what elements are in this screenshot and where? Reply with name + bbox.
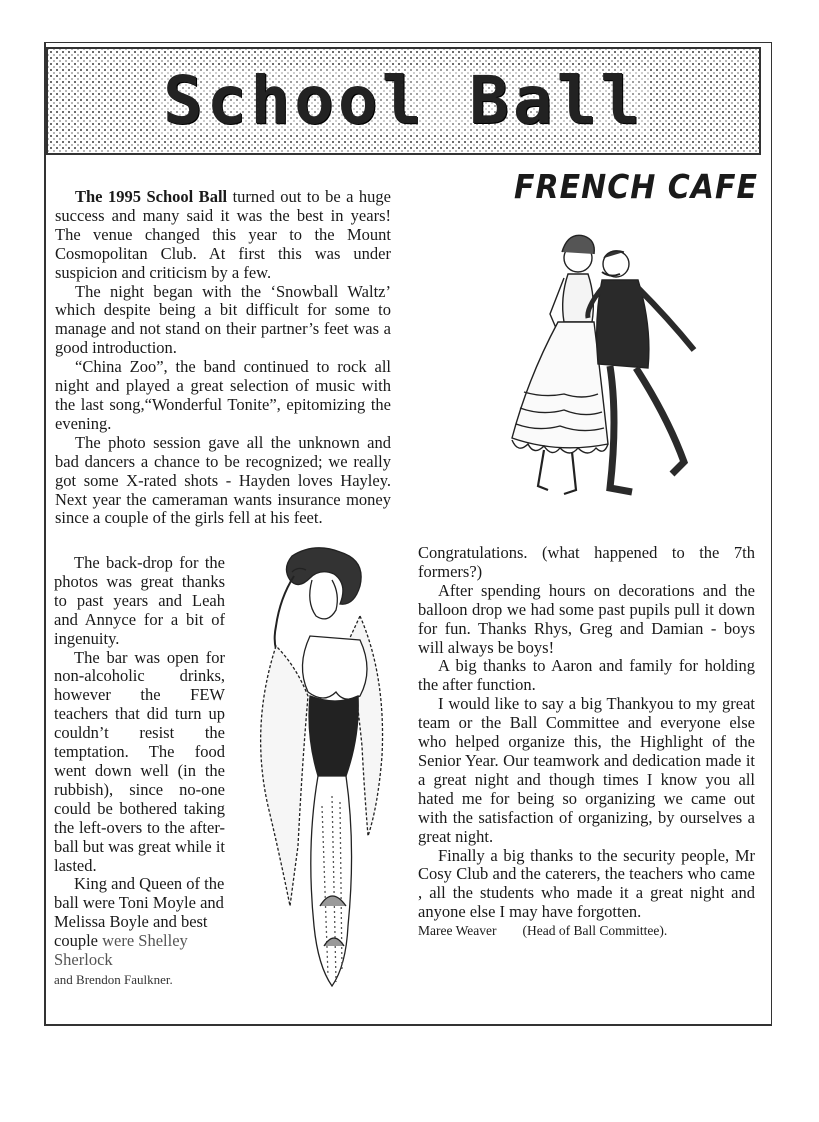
signature-line xyxy=(418,922,755,941)
article-paragraph: Finally a big thanks to the security people, Mr Cosy Club and the caterers, the teachers who came , all the students who made it a great night and anyone else I may have forgotten. xyxy=(418,845,755,922)
dancing-couple-illustration xyxy=(498,218,716,520)
article-right-column xyxy=(418,544,755,941)
article-paragraph: I would like to say a big Thankyou to my great team or the Ball Committee and everyone else who helped organize this, the Highlight of the Senior Year. Our teamwork and dedication made it a great night and though times I know you all hated me for being so organizing we came out with the satisfaction of organizing, by ourselves a great night. xyxy=(418,694,755,846)
article-paragraph: The back-drop for the photos was great thanks to past years and Leah and Annyce for a bit of ingenuity. xyxy=(54,553,225,648)
signature-role: (Head of Ball Committee). xyxy=(522,923,668,939)
article-paragraph: “China Zoo”, the band continued to rock all night and played a great selection of music with the last song,“Wonderful Tonite”, epitomizing the evening. xyxy=(55,357,391,433)
intro-bold: The 1995 School Ball xyxy=(75,187,228,206)
article-middle-column xyxy=(54,554,225,990)
signature-name: Maree Weaver xyxy=(418,923,497,939)
article-paragraph: Congratulations. (what happened to the 7th formers?) xyxy=(418,543,755,581)
paragraph-text-faded: were Shelley Sherlock xyxy=(54,931,188,970)
article-paragraph: The bar was open for non-alcoholic drinks, however the FEW teachers that did turn up couldn’t resist the temptation. The food went down well (in the rubbish), since no-one could be bothered taking the left-overs to the after-ball but was great while it lasted. xyxy=(54,647,225,875)
lady-in-gown-illustration xyxy=(236,546,406,998)
article-paragraph: The night began with the ‘Snowball Waltz’ which despite being a bit difficult for some to manage and not stand on their partner’s feet was a good introduction. xyxy=(55,281,391,358)
article-paragraph: A big thanks to Aaron and family for holding the after function. xyxy=(418,656,755,695)
banner-title: School Ball xyxy=(157,68,650,134)
paragraph-text: King and Queen of the ball were Toni Moyle and Melissa Boyle and best couple xyxy=(54,874,225,951)
article-paragraph: The photo session gave all the unknown and bad dancers a chance to be recognized; we really got some X-rated shots - Hayden loves Hayley. Next year the cameraman wants insurance money since a couple of the girls fell at his feet. xyxy=(55,432,391,528)
school-ball-banner xyxy=(46,47,761,155)
article-paragraph xyxy=(55,188,391,283)
french-cafe-heading: FRENCH CAFE xyxy=(514,168,758,207)
article-left-column xyxy=(55,188,391,528)
article-paragraph xyxy=(54,875,225,989)
paragraph-text-small: and Brendon Faulkner. xyxy=(54,971,173,987)
paragraph-text: turned out to be a huge success and many said it was the best in years! The venue changed this year to the Mount Cosmopolitan Club. At first this was under suspicion and criticism by a few. xyxy=(55,187,391,282)
article-paragraph: After spending hours on decorations and the balloon drop we had some past pupils pull it down for fun. Thanks Rhys, Greg and Damian - boys will always be boys! xyxy=(418,580,755,657)
